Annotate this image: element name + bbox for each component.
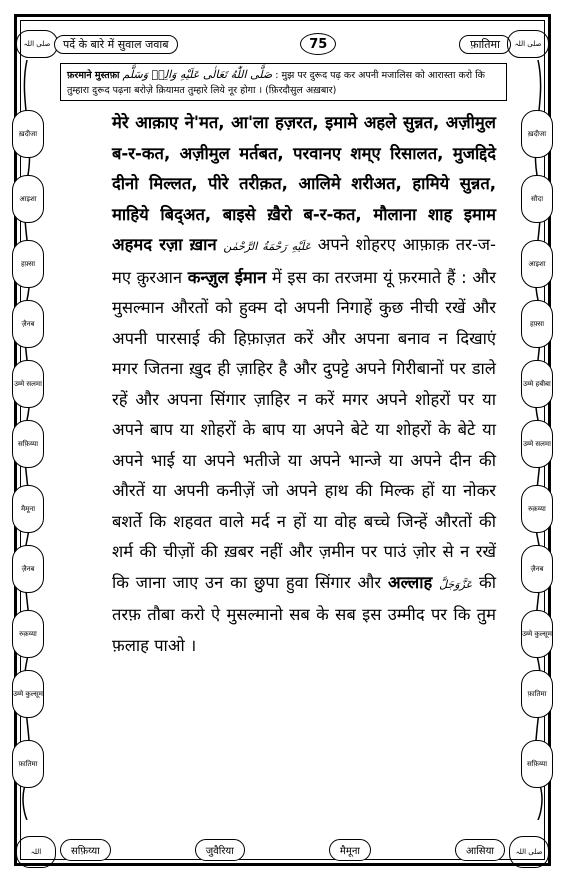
main-text [112,108,496,661]
book-section-title: पर्दे के बारे में सुवाल जवाब [54,35,178,54]
verse-end: की तरफ़ तौबा करो ऐ मुसल्मानो सब के सब इस उम्मीद पर कि तुम फ़लाह पाओ । [112,572,496,655]
left-side-badge: ज़ैनब [12,300,44,348]
left-side-badge: आइशा [12,175,44,223]
hadith-box [60,63,507,101]
arabic-dua: عَلَيْهِ رَحْمَةُ الرَّحْمٰن [223,240,312,253]
top-left-emblem: صلی اللہ [16,30,58,58]
right-side-badge: ज़ैनब [521,545,553,593]
right-side-badge: सफ़िय्या [521,740,553,788]
hadith-arabic: صَلَّى اللّٰهُ تَعَالٰى عَلَيْهِ وَالِهٖ وَسَلَّم [122,68,273,81]
right-side-badge: उम्मे हबीबा [521,360,553,408]
hadith-label: फ़रमाने मुस्तफ़ा [67,70,120,81]
left-side-badge: ख़दीजा [12,110,44,158]
left-side-badge: सफ़िय्या [12,420,44,468]
left-side-badge: रुक़य्या [12,610,44,658]
right-side-badge: उम्मे कुल्सूम [521,610,553,658]
left-side-badge: ज़ैनब [12,545,44,593]
page-number: 75 [300,33,336,55]
left-side-badge: मैमूना [12,485,44,533]
footer-badge: जुवैरिया [195,839,245,861]
header-bar [54,31,511,57]
right-side-badge: हफ़्सा [521,300,553,348]
intro-text: अपने शोहरए आफ़ाक़ तर-ज-मए क़ुरआन [112,235,497,287]
left-side-badge: हफ़्सा [12,240,44,288]
bottom-right-emblem: صلی اللہ [509,836,549,868]
footer-badge: मैमूना [329,839,371,861]
header-name-badge: फ़ातिमा [459,35,511,54]
honorifics-text: मेरे आक़ाए ने'मत, आ'ला हज़रत, इमामे अहले सुन्नत, अज़ीमुल ब-र-कत, अज़ीमुल मर्तबत, परवानए शम्ए रिसालत, मुजद्दिदे दीनो मिल्लत, पीरे तरीक़त, आलिमे शरीअत, हामिये सुन्नत, माहिये बिद्अत, बाइसे ख़ैरो ब-र-कत, मौलाना शाह इमाम अहमद रज़ा ख़ान [112,113,496,254]
right-side-badge: आइशा [521,240,553,288]
left-side-badge: फ़ातिमा [12,740,44,788]
intro-tail: में इस का तरजमा यूं फ़रमाते हैं : [271,267,467,287]
right-side-badge: सौदा [521,175,553,223]
allah-word: अल्लाह [388,572,433,592]
bottom-left-emblem: اللہ [16,836,56,868]
right-side-badge: ख़दीजा [521,110,553,158]
hadith-text: : मुझ पर दुरूद पढ़ कर अपनी मजालिस को आरास्ता करो कि तुम्हारा दुरूद पढ़ना बरोज़े क़ियामत तुम्हारे लिये नूर होगा । [67,70,485,96]
hadith-source: (फ़िरदौसुल अख़बार) [265,85,337,96]
right-side-badge: फ़ातिमा [521,670,553,718]
left-side-badge: उम्मे कुल्सूम [12,670,44,718]
footer-badge: आसिया [455,839,505,861]
left-side-badge: उम्मे सलमा [12,360,44,408]
kanzul-iman-title: कन्ज़ुल ईमान [187,267,267,287]
verse-translation: और मुसल्मान औरतों को हुक्म दो अपनी निगाहें कुछ नीची रखें और अपनी पारसाई की हिफ़ाज़त करें और अपना बनाव न दिखाएं मगर जितना ख़ुद ही ज़ाहिर है और दुपट्टे अपने गिरीबानों पर डाले रहें और अपना सिंगार ज़ाहिर न करें मगर अपने शोहरों पर या अपने बाप या शोहरों के बाप या अपने बेटे या शोहरों के बेटे या अपने भाई या अपने भतीजे या अपने भान्जे या अपने दीन की औरतें या अपनी कनीज़ें जो अपने हाथ की मिल्क हों या नोकर बशर्ते कि शहवत वाले मर्द न हों या वोह बच्चे जिन्हें औरतों की शर्म की चीज़ों की ख़बर नहीं और ज़मीन पर पाउं ज़ोर से न रखें कि जाना जाए उन का छुपा हुवा सिंगार और [112,267,496,592]
footer-badge: सफ़िय्या [60,839,111,861]
top-right-emblem: صلی اللہ [507,30,549,58]
right-side-badge: रुक़य्या [521,485,553,533]
footer-bar [60,836,505,864]
right-side-badge: उम्मे सलमा [521,420,553,468]
arabic-azza: عَزَّوَجَلَّ [439,577,473,591]
